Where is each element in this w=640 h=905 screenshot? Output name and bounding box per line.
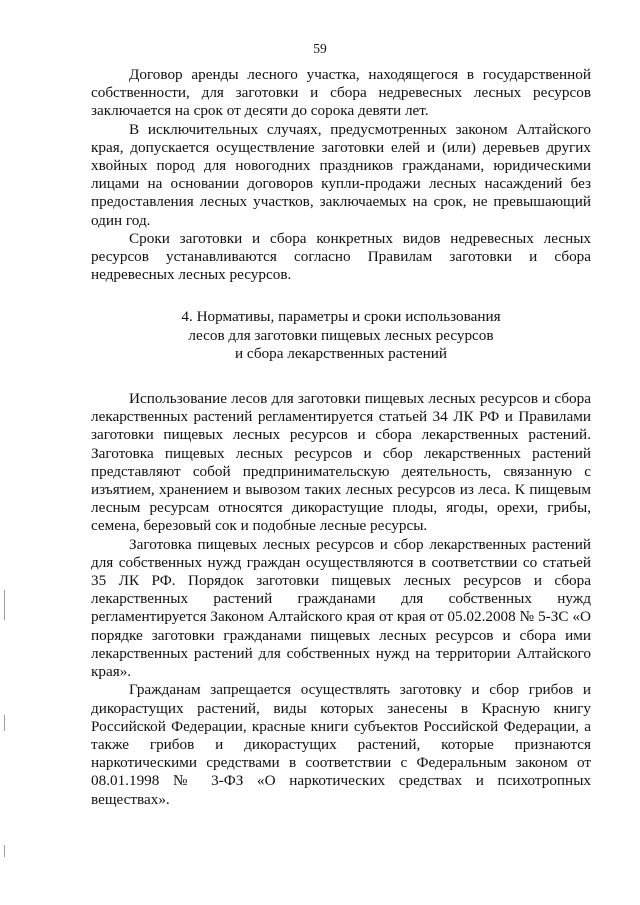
scan-edge-mark [4,715,5,731]
paragraph-own-needs: Заготовка пищевых лесных ресурсов и сбор лекарственных растений для собственных нужд граждан осуществляются в соответствии со статьей 35 ЛК РФ. Порядок заготовки пищевых лесных ресурсов и сбора лекарственных растений гражданами для собственных нужд регламентируется Законом Алтайского края от края от 05.02.2008 № 5-ЗС «О порядке заготовки гражданами пищевых лесных ресурсов и сбора ими лекарственных растений для собственных нужд на территории Алтайского края». [91,535,591,681]
page-number: 59 [313,41,327,56]
paragraph-harvest-terms: Сроки заготовки и сбора конкретных видов недревесных лесных ресурсов устанавливаются согласно Правилам заготовки и сбора недревесных лесных ресурсов. [91,229,591,284]
section-heading-line: лесов для заготовки пищевых лесных ресурсов [188,326,494,344]
scan-edge-mark [4,590,5,620]
paragraph-lease-term: Договор аренды лесного участка, находящегося в государственной собственности, для заготовки и сбора недревесных лесных ресурсов заключается на срок от десяти до сорока девяти лет. [91,66,591,120]
paragraph-prohibitions: Гражданам запрещается осуществлять заготовку и сбор грибов и дикорастущих растений, виды которых занесены в Красную книгу Российской Федерации, красные книги субъектов Российской Федерации, а также грибов и дикорастущих растений, которые признаются наркотическими средствами в соответствии с Федеральным законом от 08.01.1998 № 3-ФЗ «О наркотических средствах и психотропных веществах». [91,681,591,808]
section-heading-line: 4. Нормативы, параметры и сроки использования [181,308,501,326]
section-heading [91,308,591,363]
section-heading-line: и сбора лекарственных растений [235,344,447,362]
scan-edge-mark [4,845,5,857]
document-body [91,66,591,809]
paragraph-food-resources-use: Использование лесов для заготовки пищевых лесных ресурсов и сбора лекарственных растений регламентируется статьей 34 ЛК РФ и Правилами заготовки пищевых лесных ресурсов и сбора лекарственных растений. Заготовка пищевых лесных ресурсов и сбор лекарственных растений представляют собой предпринимательскую деятельность, связанную с изъятием, хранением и вывозом таких лесных ресурсов из леса. К пищевым лесным ресурсам относятся дикорастущие плоды, ягоды, орехи, грибы, семена, березовый сок и подобные лесные ресурсы. [91,390,591,535]
paragraph-exceptional-cases: В исключительных случаях, предусмотренных законом Алтайского края, допускается осуществление заготовки елей и (или) деревьев других хвойных пород для новогодних праздников гражданами, юридическими лицами на основании договоров купли-продажи лесных насаждений без предоставления лесных участков, заключаемых на срок, не превышающий один год. [91,120,591,229]
